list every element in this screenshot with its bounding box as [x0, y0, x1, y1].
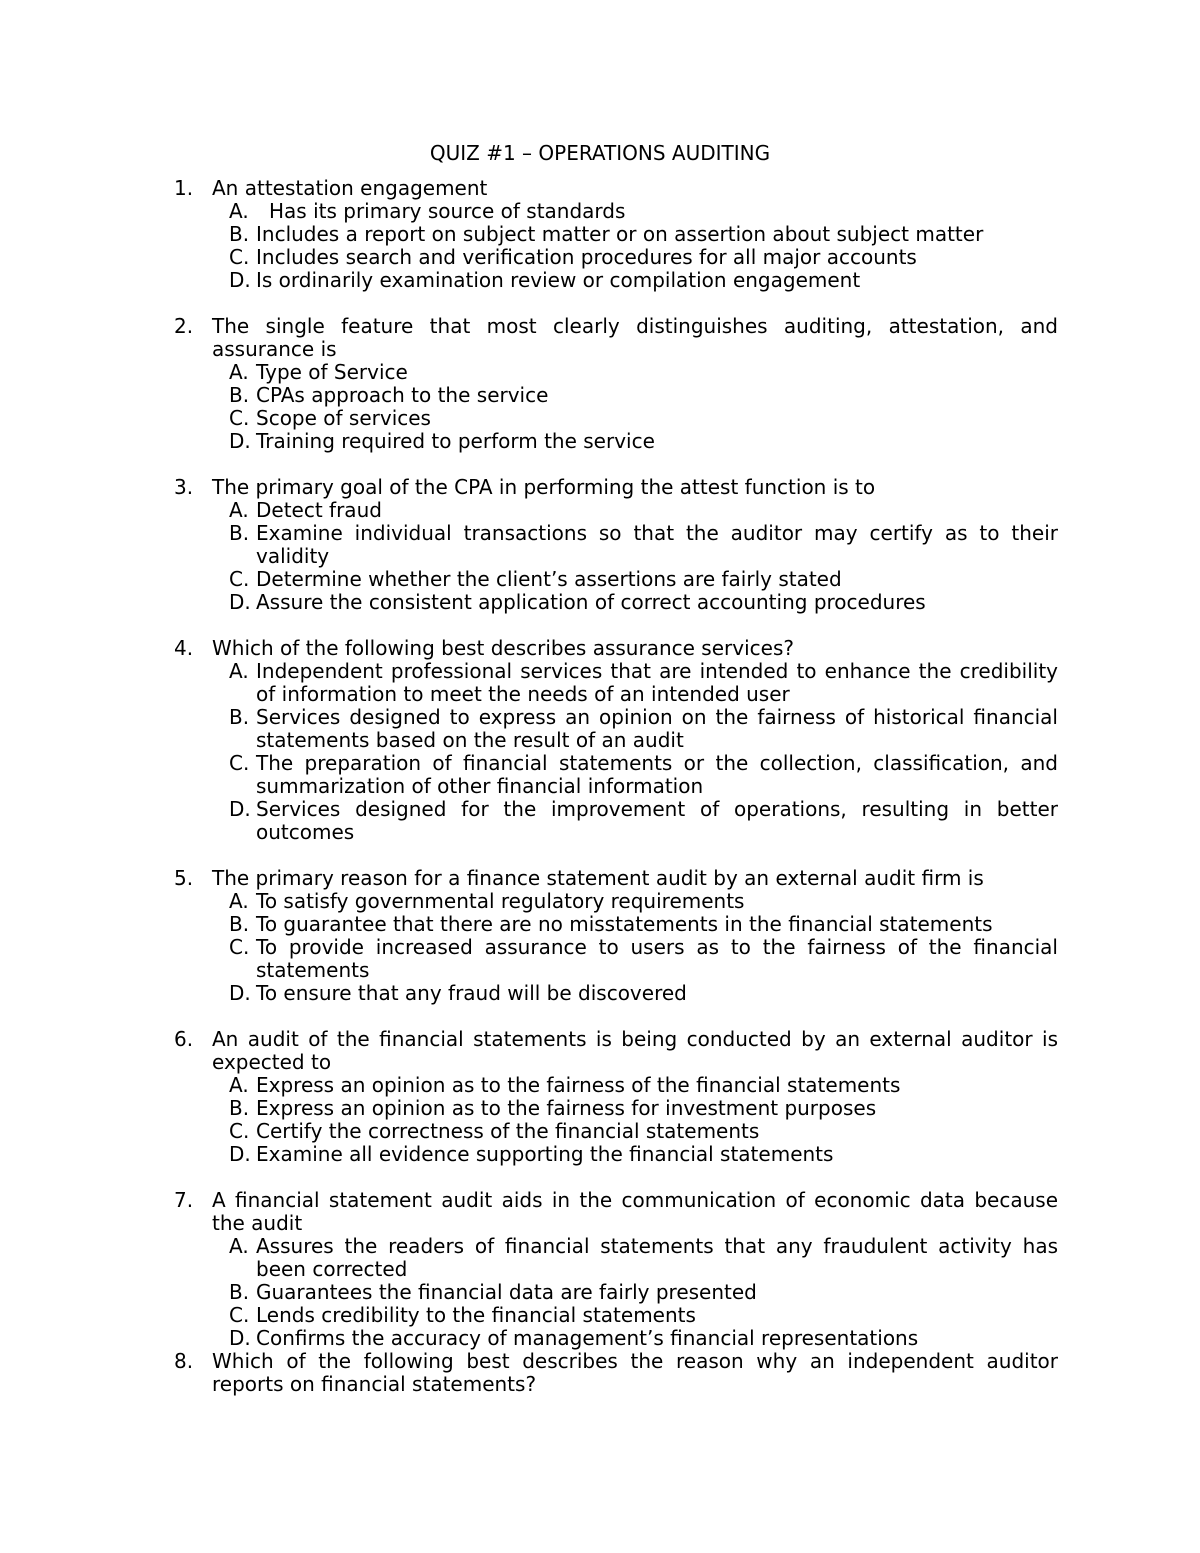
option-list — [212, 200, 1058, 292]
option-letter: A. — [229, 498, 249, 522]
option-text: Certify the correctness of the financial statements — [256, 1119, 760, 1143]
question-7 — [174, 1189, 1058, 1350]
option-a — [212, 890, 1058, 913]
option-letter: B. — [229, 705, 250, 729]
option-d — [212, 1327, 1058, 1350]
option-text: Includes search and verification procedures for all major accounts — [256, 245, 917, 269]
question-number: 4. — [174, 636, 194, 660]
option-text: The preparation of financial statements or the collection, classification, and summarization of other financial information — [256, 751, 1058, 798]
question-text: A financial statement audit aids in the communication of economic data because the audit — [212, 1188, 1058, 1235]
option-list — [212, 1074, 1058, 1166]
option-text: To provide increased assurance to users as to the fairness of the financial statements — [256, 935, 1058, 982]
option-letter: D. — [229, 590, 251, 614]
option-text: Has its primary source of standards — [269, 199, 626, 223]
question-number: 1. — [174, 176, 194, 200]
question-text: The primary reason for a finance statement audit by an external audit firm is — [212, 866, 984, 890]
option-letter: B. — [229, 383, 250, 407]
option-list — [212, 499, 1058, 614]
option-text: Assures the readers of financial statements that any fraudulent activity has been corrected — [256, 1234, 1058, 1281]
option-c — [212, 936, 1058, 982]
question-text: Which of the following best describes the reason why an independent auditor reports on financial statements? — [212, 1349, 1058, 1396]
option-text: To satisfy governmental regulatory requirements — [256, 889, 745, 913]
quiz-title: QUIZ #1 – OPERATIONS AUDITING — [429, 141, 771, 165]
option-text: Confirms the accuracy of management’s financial representations — [256, 1326, 919, 1350]
option-text: Training required to perform the service — [256, 429, 655, 453]
option-text: Lends credibility to the financial statements — [256, 1303, 696, 1327]
option-c — [212, 407, 1058, 430]
question-number: 8. — [174, 1349, 194, 1373]
option-d — [212, 269, 1058, 292]
option-text: Guarantees the financial data are fairly presented — [256, 1280, 757, 1304]
option-letter: B. — [229, 912, 250, 936]
option-letter: A. — [229, 659, 249, 683]
option-letter: B. — [229, 1280, 250, 1304]
option-letter: A. — [229, 199, 249, 223]
option-list — [212, 1235, 1058, 1350]
question-number: 3. — [174, 475, 194, 499]
option-b — [212, 1097, 1058, 1120]
question-1 — [174, 177, 1058, 292]
option-letter: B. — [229, 222, 250, 246]
option-b — [212, 223, 1058, 246]
option-c — [212, 1304, 1058, 1327]
option-letter: C. — [229, 751, 250, 775]
option-a — [212, 200, 1058, 223]
question-number: 6. — [174, 1027, 194, 1051]
option-d — [212, 1143, 1058, 1166]
option-text: To ensure that any fraud will be discovered — [256, 981, 687, 1005]
option-letter: D. — [229, 268, 251, 292]
option-letter: D. — [229, 429, 251, 453]
option-b — [212, 913, 1058, 936]
option-text: Is ordinarily examination review or compilation engagement — [256, 268, 861, 292]
option-list — [212, 890, 1058, 1005]
question-number: 5. — [174, 866, 194, 890]
option-d — [212, 982, 1058, 1005]
option-letter: D. — [229, 981, 251, 1005]
option-text: Determine whether the client’s assertions are fairly stated — [256, 567, 842, 591]
option-d — [212, 430, 1058, 453]
option-b — [212, 384, 1058, 407]
option-letter: C. — [229, 1119, 250, 1143]
option-text: CPAs approach to the service — [256, 383, 549, 407]
question-number: 2. — [174, 314, 194, 338]
option-letter: C. — [229, 567, 250, 591]
question-2 — [174, 315, 1058, 453]
option-d — [212, 591, 1058, 614]
option-letter: A. — [229, 360, 249, 384]
option-text: Express an opinion as to the fairness for investment purposes — [256, 1096, 877, 1120]
option-text: Services designed for the improvement of operations, resulting in better outcomes — [256, 797, 1058, 844]
option-text: Examine individual transactions so that the auditor may certify as to their validity — [256, 521, 1058, 568]
option-letter: A. — [229, 1234, 249, 1258]
option-b — [212, 1281, 1058, 1304]
question-3 — [174, 476, 1058, 614]
option-a — [212, 499, 1058, 522]
question-4 — [174, 637, 1058, 844]
question-text: The single feature that most clearly distinguishes auditing, attestation, and assurance is — [212, 314, 1058, 361]
option-list — [212, 361, 1058, 453]
option-letter: A. — [229, 1073, 249, 1097]
question-6 — [174, 1028, 1058, 1166]
option-text: Assure the consistent application of correct accounting procedures — [256, 590, 926, 614]
option-text: Express an opinion as to the fairness of the financial statements — [256, 1073, 901, 1097]
question-list — [174, 177, 1058, 1396]
question-text: An audit of the financial statements is being conducted by an external auditor is expected to — [212, 1027, 1058, 1074]
option-text: Independent professional services that are intended to enhance the credibility of information to meet the needs of an intended user — [256, 659, 1058, 706]
option-letter: D. — [229, 1142, 251, 1166]
option-d — [212, 798, 1058, 844]
option-letter: C. — [229, 1303, 250, 1327]
option-c — [212, 752, 1058, 798]
option-c — [212, 1120, 1058, 1143]
option-c — [212, 246, 1058, 269]
option-letter: B. — [229, 521, 250, 545]
option-letter: A. — [229, 889, 249, 913]
option-text: To guarantee that there are no misstatements in the financial statements — [256, 912, 993, 936]
option-a — [212, 361, 1058, 384]
question-text: The primary goal of the CPA in performing the attest function is to — [212, 475, 876, 499]
question-8 — [174, 1350, 1058, 1396]
option-text: Type of Service — [256, 360, 408, 384]
question-number: 7. — [174, 1188, 194, 1212]
option-text: Includes a report on subject matter or on assertion about subject matter — [256, 222, 984, 246]
option-c — [212, 568, 1058, 591]
option-text: Services designed to express an opinion on the fairness of historical financial statements based on the result of an audit — [256, 705, 1058, 752]
option-text: Examine all evidence supporting the financial statements — [256, 1142, 834, 1166]
option-list — [212, 660, 1058, 844]
question-text: An attestation engagement — [212, 176, 488, 200]
option-letter: C. — [229, 245, 250, 269]
option-a — [212, 660, 1058, 706]
option-a — [212, 1235, 1058, 1281]
option-text: Scope of services — [256, 406, 431, 430]
option-b — [212, 706, 1058, 752]
option-letter: B. — [229, 1096, 250, 1120]
option-letter: D. — [229, 797, 251, 821]
option-a — [212, 1074, 1058, 1097]
option-b — [212, 522, 1058, 568]
question-text: Which of the following best describes assurance services? — [212, 636, 794, 660]
question-5 — [174, 867, 1058, 1005]
option-letter: D. — [229, 1326, 251, 1350]
option-text: Detect fraud — [256, 498, 382, 522]
option-letter: C. — [229, 935, 250, 959]
option-letter: C. — [229, 406, 250, 430]
